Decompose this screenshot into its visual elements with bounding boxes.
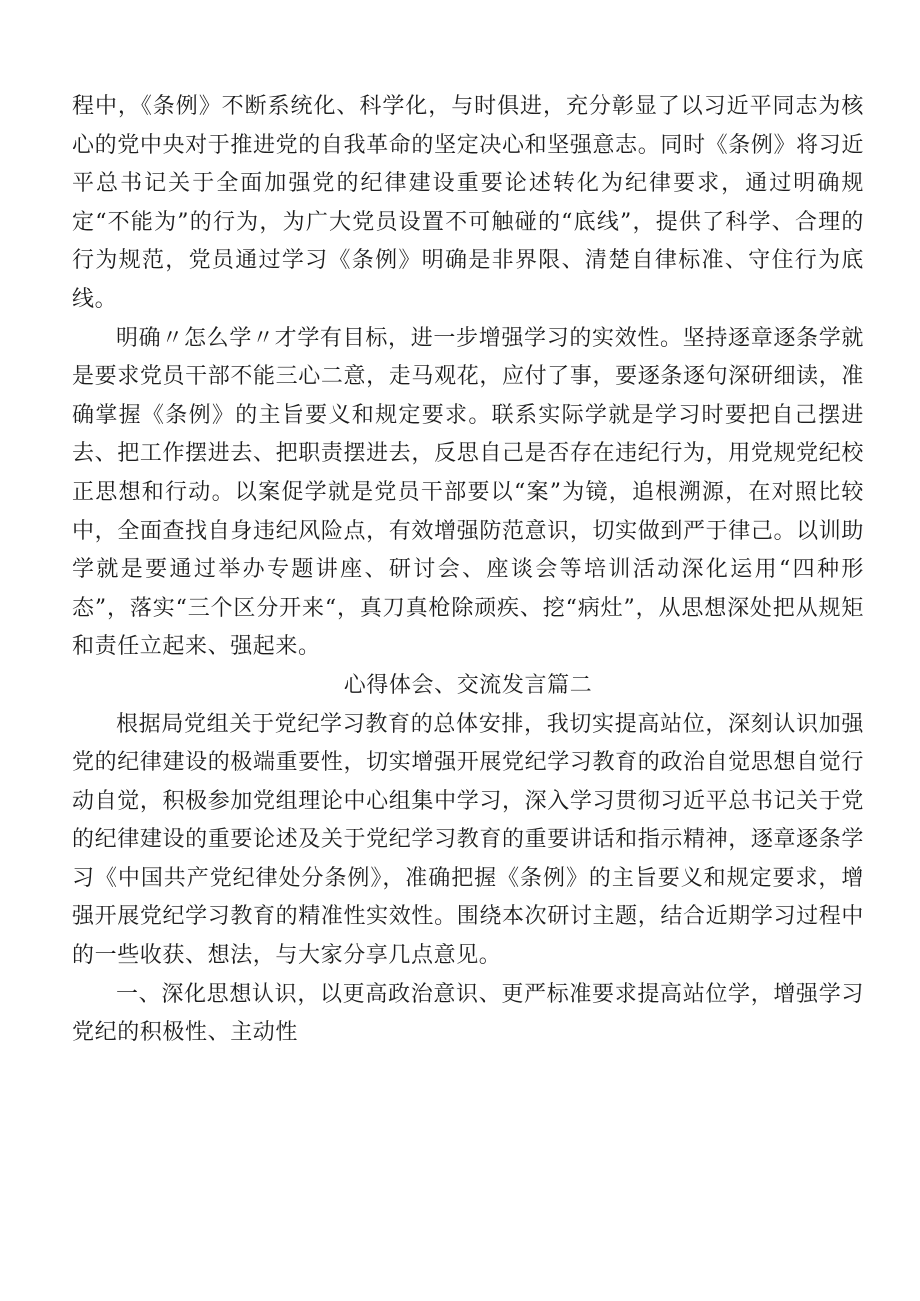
paragraph-how-to-study: 明确〃怎么学〃才学有目标，进一步增强学习的实效性。坚持逐章逐条学就是要求党员干部不能三心二意，走马观花，应付了事，要逐条逐句深研细读，准确掌握《条例》的主旨要义和规定要求。联系实际学就是学习时要把自己摆进去、把工作摆进去、把职责摆进去，反思自己是否存在违纪行为，用党规党纪校正思想和行动。以案促学就是党员干部要以“案”为镜，追根溯源，在对照比较中，全面查找自身违纪风险点，有效增强防范意识，切实做到严于律己。以训助学就是要通过举办专题讲座、研讨会、座谈会等培训活动深化运用“四种形态”，落实“三个区分开来“，真刀真枪除顽疾、挖“病灶”，从思想深处把从规矩和责任立起来、强起来。 (72, 325, 864, 660)
paragraph-intro: 根据局党组关于党纪学习教育的总体安排，我切实提高站位，深刻认识加强党的纪律建设的极端重要性，切实增强开展党纪学习教育的政治自觉思想自觉行动自觉，积极参加党组理论中心组集中学习，深入学习贯彻习近平总书记关于党的纪律建设的重要论述及关于党纪学习教育的重要讲话和指示精神，逐章逐条学习《中国共产党纪律处分条例》，准确把握《条例》的主旨要义和规定要求，增强开展党纪学习教育的精准性实效性。围绕本次研讨主题，结合近期学习过程中的一些收获、想法，与大家分享几点意见。 (72, 711, 864, 969)
paragraph-continuation: 程中，《条例》不断系统化、科学化，与时俱进，充分彰显了以习近平同志为核心的党中央对于推进党的自我革命的坚定决心和坚强意志。同时《条例》将习近平总书记关于全面加强党的纪律建设重要论述转化为纪律要求，通过明确规定“不能为”的行为，为广大党员设置不可触碰的“底线”，提供了科学、合理的行为规范，党员通过学习《条例》明确是非界限、清楚自律标准、守住行为底线。 (72, 94, 864, 312)
document-page (72, 88, 864, 1053)
section-title: 心得体会、交流发言篇二 (343, 672, 593, 698)
paragraph-heading-one: 一、深化思想认识，以更高政治意识、更严标准要求提高站位学，增强学习党纪的积极性、主动性 (72, 981, 864, 1046)
